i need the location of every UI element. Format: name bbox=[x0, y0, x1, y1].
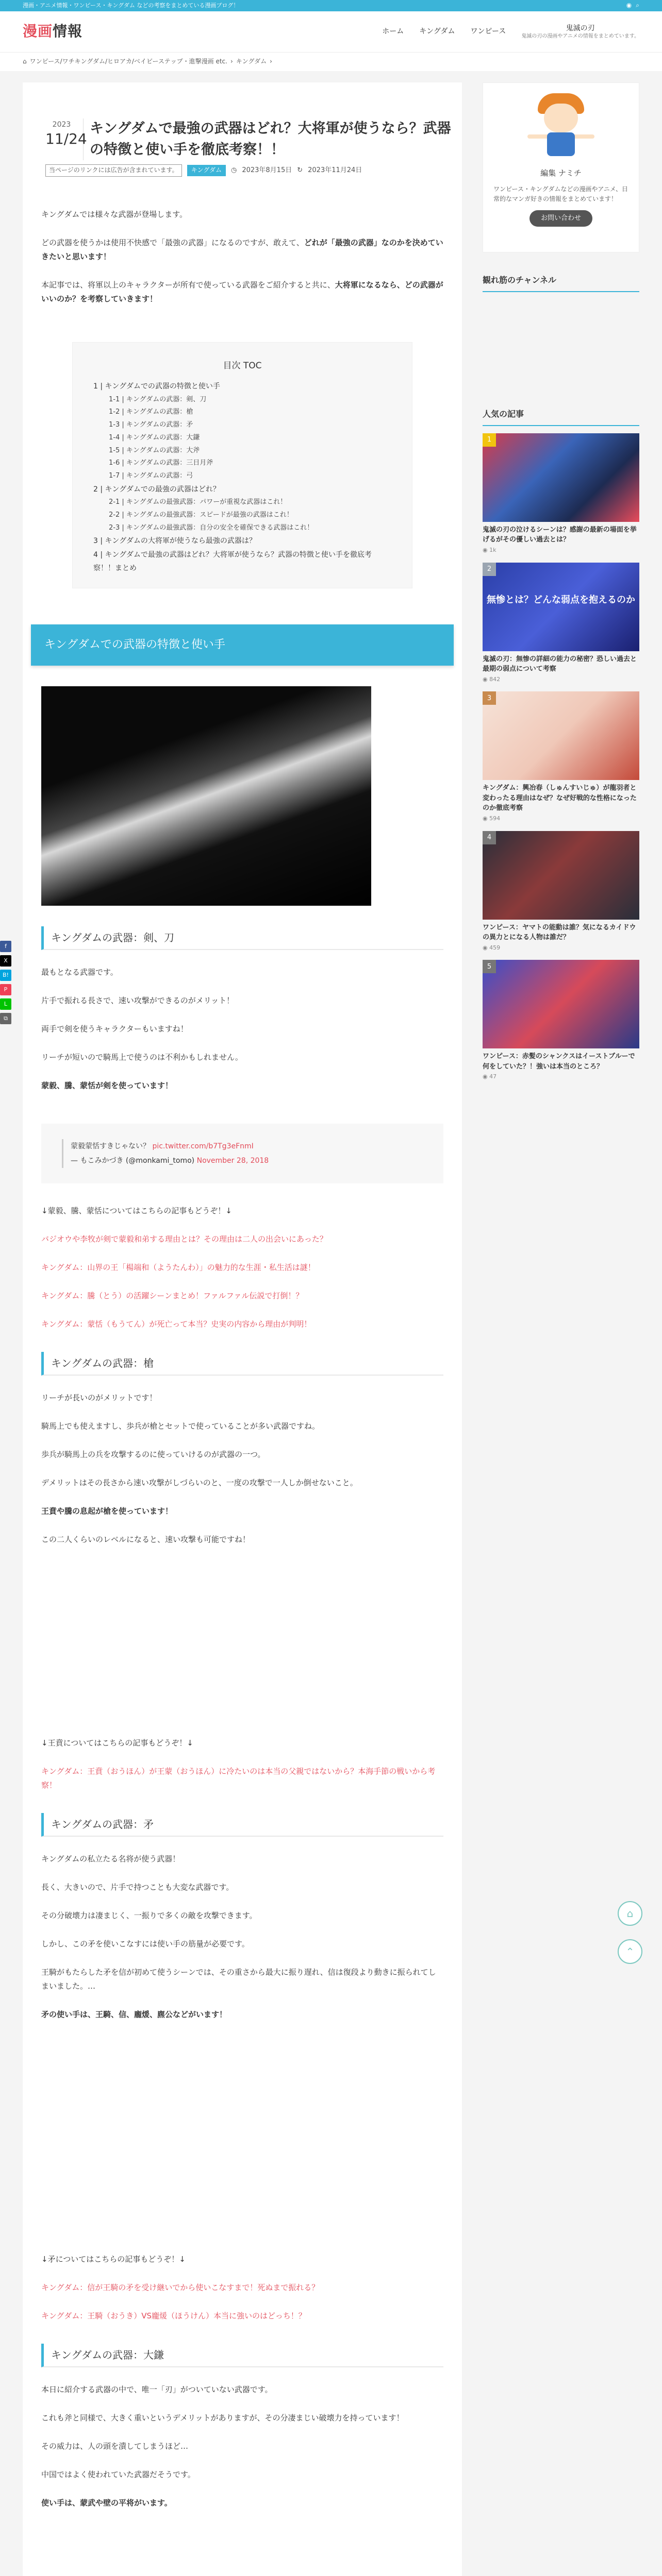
ranking-title[interactable]: ワンピース：ヤマトの能動は誰？気になるカイドウの異力とになる人物は誰だ？ bbox=[483, 923, 636, 942]
ranking-thumbnail[interactable] bbox=[483, 563, 639, 651]
line-icon[interactable]: L bbox=[0, 998, 11, 1010]
ranking-heading: 人気の記事 bbox=[483, 407, 639, 426]
nav-onepiece[interactable]: ワンピース bbox=[470, 27, 506, 36]
toc-subitem[interactable]: 1-5 | キングダムの武器：大斧 bbox=[109, 446, 200, 454]
ranking-views bbox=[483, 943, 639, 953]
ranking-views bbox=[483, 1072, 639, 1082]
intro-paragraph: 本記事では、将軍以上のキャラクターが所有で使っている武器をご紹介すると共に、大将軍になるなら、どの武器がいいのか？を考察していきます！ bbox=[41, 280, 443, 303]
hatena-icon[interactable]: B! bbox=[0, 970, 11, 981]
paragraph: デメリットはその長さから速い攻撃がしづらいのと、一度の攻撃で一人しか倒せないこと。 bbox=[41, 1478, 358, 1487]
embedded-tweet bbox=[41, 1124, 443, 1183]
contact-button[interactable]: お問い合わせ bbox=[529, 210, 592, 226]
intro-bold: どれが「最強の武器」なのかを決めていきたいと思います！ bbox=[41, 238, 443, 261]
toc-item[interactable]: 2 | キングダムでの最強の武器はどれ？ bbox=[93, 485, 220, 494]
eye-icon: ◉ bbox=[483, 1073, 490, 1080]
intro-paragraph: どの武器を使うかは使用不快感で「最強の武器」になるのですが、敢えて、どれが「最強の武器」なのかを決めていきたいと思います！ bbox=[41, 238, 443, 261]
date-box bbox=[45, 118, 87, 160]
avatar bbox=[527, 93, 594, 160]
toc-subitem[interactable]: 1-3 | キングダムの武器：矛 bbox=[109, 421, 193, 429]
ranking-title[interactable]: 鬼滅の刃の泣けるシーンは？感謝の最新の場面を挙げるがその優しい過去とは？ bbox=[483, 526, 637, 544]
paragraph: 片手で振れる長さで、速い攻撃ができるのがメリット！ bbox=[41, 995, 235, 1005]
subsection-heading: キングダムの武器：剣、刀 bbox=[41, 926, 443, 950]
related-link[interactable]: キングダム：王騎（おうき）VS龐煖（ほうけん）本当に強いのはどっち！？ bbox=[41, 2311, 306, 2320]
logo-main: 漫画 bbox=[23, 23, 53, 40]
intro-bold: 大将軍になるなら、どの武器がいいのか？を考察していきます！ bbox=[41, 280, 443, 303]
ranking-item[interactable] bbox=[483, 433, 639, 555]
view-count: 1k bbox=[489, 546, 496, 553]
toc-subitem[interactable]: 2-1 | キングダムの最強武器：パワーが重視な武器はこれ！ bbox=[109, 498, 287, 506]
toc-subitem[interactable]: 1-1 | キングダムの武器：剣、刀 bbox=[109, 395, 207, 403]
search-icon[interactable]: ⌕ bbox=[636, 2, 639, 9]
nav-kimetsu-title: 鬼滅の刃 bbox=[566, 24, 595, 32]
category-badge[interactable]: キングダム bbox=[187, 165, 226, 176]
date-year: 2023 bbox=[52, 121, 71, 129]
paragraph: 長く、大きいので、片手で持つことも大変な武器です。 bbox=[41, 1882, 234, 1892]
paragraph: 歩兵が騎馬上の兵を攻撃するのに使っていけるのが武器の一つ。 bbox=[41, 1449, 266, 1459]
breadcrumb bbox=[0, 53, 662, 71]
up-arrow-icon[interactable]: ⌃ bbox=[618, 1939, 642, 1964]
paragraph-bold: 使い手は、蒙武や壁の平将がいます。 bbox=[41, 2498, 172, 2507]
published-date: 2023年8月15日 bbox=[242, 166, 292, 175]
view-count: 47 bbox=[489, 1073, 497, 1080]
ranking-item[interactable] bbox=[483, 691, 639, 823]
profile-name: 編集 ナミチ bbox=[540, 168, 582, 178]
chevron-right-icon: › bbox=[230, 58, 233, 65]
toc-item[interactable]: 1 | キングダムでの武器の特徴と使い手 bbox=[93, 382, 220, 391]
section-heading: キングダムでの武器の特徴と使い手 bbox=[31, 624, 454, 666]
site-logo[interactable] bbox=[23, 19, 82, 44]
pocket-icon[interactable]: P bbox=[0, 984, 11, 995]
related-link[interactable]: キングダム：騰（とう）の活躍シーンまとめ！ファルファル伝説で打倒！？ bbox=[41, 1291, 304, 1300]
paragraph: 本日に紹介する武器の中で、唯一「刃」がついていない武器です。 bbox=[41, 2384, 273, 2394]
toc-subitem[interactable]: 2-2 | キングダムの最強武器：スピードが最強の武器はこれ！ bbox=[109, 511, 293, 519]
eye-icon: ◉ bbox=[483, 944, 490, 951]
article-meta bbox=[31, 164, 454, 177]
share-buttons bbox=[0, 941, 11, 1024]
paragraph: これも斧と同様で、大きく重いというデメリットがありますが、その分凄まじい破壊力を持っています！ bbox=[41, 2413, 404, 2422]
tweet-date[interactable]: November 28, 2018 bbox=[196, 1156, 269, 1165]
profile-card bbox=[483, 82, 639, 252]
eye-icon: ◉ bbox=[483, 815, 490, 822]
paragraph-bold: 矛の使い手は、王騎、信、龐煖、麃公などがいます！ bbox=[41, 2009, 227, 2019]
breadcrumb-item[interactable]: キングダム bbox=[236, 58, 267, 65]
logo-sub: 情報 bbox=[53, 23, 83, 40]
paragraph: 中国ではよく使われていた武器だそうです。 bbox=[41, 2469, 195, 2479]
ranking-title[interactable]: キングダム：興冶春（しゅんすいじゅ）が龍羽者と変わったる理由はなぜ？なぜ好戦的な性格になったのか徹底考察 bbox=[483, 784, 637, 812]
paragraph: リーチが短いので騎馬上で使うのは不利かもしれません。 bbox=[41, 1052, 243, 1062]
tweet-text: 蒙毅蒙恬すきじゃない？ bbox=[71, 1142, 150, 1150]
view-count: 594 bbox=[489, 815, 501, 822]
paragraph: リーチが長いのがメリットです！ bbox=[41, 1393, 157, 1402]
sword-image bbox=[41, 686, 371, 906]
thumbnail-caption: 無惨とは？どんな弱点を抱えるのか bbox=[487, 594, 635, 605]
related-intro: ↓王賁についてはこちらの記事もどうぞ！↓ bbox=[41, 1738, 193, 1748]
ad-space bbox=[41, 2036, 443, 2252]
subsection-heading: キングダムの武器：大鎌 bbox=[41, 2344, 443, 2367]
updated-date: 2023年11月24日 bbox=[308, 166, 362, 175]
toc-subitem[interactable]: 1-6 | キングダムの武器：三日月斧 bbox=[109, 459, 213, 467]
related-link[interactable]: キングダム：王賁（おうほん）が王蒙（おうほん）に冷たいのは本当の父親ではないから？本海手節の戦いから考察！ bbox=[41, 1766, 436, 1790]
subsection-heading: キングダムの武器：矛 bbox=[41, 1813, 443, 1837]
tweet-link[interactable]: pic.twitter.com/b7Tg3eFnmI bbox=[152, 1142, 254, 1150]
rss-icon[interactable]: ◉ bbox=[626, 2, 632, 9]
related-intro: ↓蒙毅、騰、蒙恬についてはこちらの記事もどうぞ！↓ bbox=[41, 1206, 232, 1215]
ranking-item[interactable] bbox=[483, 960, 639, 1082]
toc-item[interactable]: 3 | キングダムの大将軍が使うなら最強の武器は？ bbox=[93, 537, 256, 546]
rank-number: 5 bbox=[483, 960, 496, 973]
paragraph: しかし、この矛を使いこなすには使い手の筋量が必要です。 bbox=[41, 1939, 250, 1948]
toc-subitem[interactable]: 2-3 | キングダムの最強武器：自分の安全を確保できる武器はこれ！ bbox=[109, 523, 314, 532]
rank-number: 1 bbox=[483, 433, 496, 447]
related-link[interactable]: キングダム：蒙恬（もうてん）が死亡って本当？史実の内容から理由が判明！ bbox=[41, 1319, 312, 1329]
paragraph: その威力は、人の頭を潰してしまうほど… bbox=[41, 2441, 189, 2451]
ranking-thumbnail[interactable] bbox=[483, 831, 639, 920]
rank-number: 4 bbox=[483, 831, 496, 844]
nav-kingdom[interactable]: キングダム bbox=[419, 27, 455, 36]
chevron-right-icon: › bbox=[270, 58, 272, 65]
site-header bbox=[0, 11, 662, 53]
paragraph-bold: 王賁や騰の息起が槍を使っています！ bbox=[41, 1506, 173, 1516]
ranking-views bbox=[483, 674, 639, 685]
subsection-heading: キングダムの武器：槍 bbox=[41, 1352, 443, 1376]
ranking-views bbox=[483, 814, 639, 824]
paragraph: 両手で剣を使うキャラクターもいますね！ bbox=[41, 1024, 188, 1033]
view-count: 842 bbox=[489, 675, 501, 683]
related-link[interactable]: バジオウや李牧が剣で蒙毅和弟する理由とは？その理由は二人の出会いにあった？ bbox=[41, 1234, 327, 1244]
toc-subitem[interactable]: 1-4 | キングダムの武器：大鎌 bbox=[109, 433, 200, 442]
clock-icon: ◷ bbox=[230, 166, 237, 175]
home-icon: ⌂ bbox=[23, 58, 27, 65]
toc-subitem[interactable]: 1-2 | キングダムの武器：槍 bbox=[109, 408, 193, 416]
toc-subitem[interactable]: 1-7 | キングダムの武器：弓 bbox=[109, 471, 193, 480]
intro-paragraph: キングダムでは様々な武器が登場します。 bbox=[41, 209, 188, 219]
ranking-item[interactable] bbox=[483, 831, 639, 953]
eye-icon: ◉ bbox=[483, 546, 490, 553]
ad-space bbox=[41, 1561, 443, 1736]
home-icon[interactable]: ⌂ bbox=[618, 1901, 642, 1926]
nav-kimetsu-desc: 鬼滅の刃の漫画やアニメの情報をまとめています。 bbox=[521, 33, 639, 40]
rank-number: 3 bbox=[483, 691, 496, 705]
view-count: 459 bbox=[489, 944, 501, 951]
eye-icon: ◉ bbox=[483, 675, 490, 683]
page-title: キングダムで最強の武器はどれ？大将軍が使うなら？武器の特徴と使い手を徹底考察！！ bbox=[90, 121, 451, 158]
ad-notice: 当ページのリンクには広告が含まれています。 bbox=[45, 164, 182, 177]
ranking-item[interactable] bbox=[483, 563, 639, 685]
facebook-icon[interactable]: f bbox=[0, 941, 11, 952]
nav-home[interactable]: ホーム bbox=[382, 27, 404, 36]
ranking-thumbnail[interactable] bbox=[483, 691, 639, 780]
breadcrumb-item[interactable]: ワンピース/ワチキングダム/ヒロアカ/ベイビーステップ・進撃漫画 etc. bbox=[29, 58, 227, 65]
paragraph: 騎馬上でも使えますし、歩兵が槍とセットで使っていることが多い武器ですね。 bbox=[41, 1421, 320, 1431]
ranking-thumbnail[interactable] bbox=[483, 960, 639, 1048]
related-link[interactable]: キングダム：山界の王「楊端和（ようたんわ）」の魅力的な生涯・私生活は謎！ bbox=[41, 1262, 316, 1272]
date-month-day: 11/24 bbox=[45, 130, 87, 148]
paragraph: その分破壊力は凄まじく、一振りで多くの敵を攻撃できます。 bbox=[41, 1910, 257, 1920]
ranking-title[interactable]: ワンピース：赤髪のシャンクスはイーストブルーで何をしていた？！強いは本当のところ？ bbox=[483, 1053, 635, 1071]
table-of-contents bbox=[72, 342, 412, 588]
tweet-author: — もこみかづき (@monkami_tomo) bbox=[71, 1156, 195, 1165]
paragraph: 王騎がもたらした矛を信が初めて使うシーンでは、その重さから最大に振り遅れ、信は復段より動きに振られてしまいました。… bbox=[41, 1967, 436, 1991]
top-bar bbox=[0, 0, 662, 11]
toc-list bbox=[93, 380, 391, 575]
channel-heading: 観れ筋のチャンネル bbox=[483, 273, 639, 292]
profile-description: ワンピース・キングダムなどの漫画やアニメ、日常的なマンガ好きの情報をまとめています！ bbox=[493, 185, 628, 203]
paragraph: 最もとなる武器です。 bbox=[41, 967, 118, 977]
related-link[interactable]: キングダム：信が王騎の矛を受け継いでから使いこなすまで！死ぬまで振れる？ bbox=[41, 2282, 320, 2292]
toc-item[interactable]: 4 | キングダムで最強の武器はどれ？大将軍が使うなら？武器の特徴と使い手を徹底考察！！まとめ bbox=[93, 550, 372, 573]
paragraph-bold: 蒙毅、騰、蒙恬が剣を使っています！ bbox=[41, 1080, 173, 1090]
paragraph: この二人くらいのレベルになると、速い攻撃も可能ですね！ bbox=[41, 1534, 251, 1544]
rank-number: 2 bbox=[483, 563, 496, 576]
ranking-views bbox=[483, 545, 639, 555]
sidebar bbox=[483, 82, 639, 2576]
nav-kimetsu[interactable] bbox=[521, 24, 639, 40]
paragraph: キングダムの私立たる名将が使う武器！ bbox=[41, 1854, 180, 1863]
ranking-title[interactable]: 鬼滅の刃：無惨の詳細の能力の秘密？恐しい過去と最期の弱点について考察 bbox=[483, 655, 637, 673]
refresh-icon: ↻ bbox=[297, 166, 303, 175]
copy-icon[interactable]: ⧉ bbox=[0, 1013, 11, 1024]
related-intro: ↓矛についてはこちらの記事もどうぞ！↓ bbox=[41, 2254, 186, 2264]
floating-buttons bbox=[618, 1901, 642, 1964]
ranking-thumbnail[interactable] bbox=[483, 433, 639, 522]
popular-articles bbox=[483, 407, 639, 1082]
article-main bbox=[23, 82, 462, 2576]
top-bar-text: 漫画・アニメ情報・ワンピース・キングダム などの考察をまとめている漫画ブログ！ bbox=[23, 2, 239, 9]
toc-title: 目次 TOC bbox=[223, 360, 262, 371]
x-icon[interactable]: X bbox=[0, 955, 11, 967]
global-nav bbox=[382, 24, 639, 40]
